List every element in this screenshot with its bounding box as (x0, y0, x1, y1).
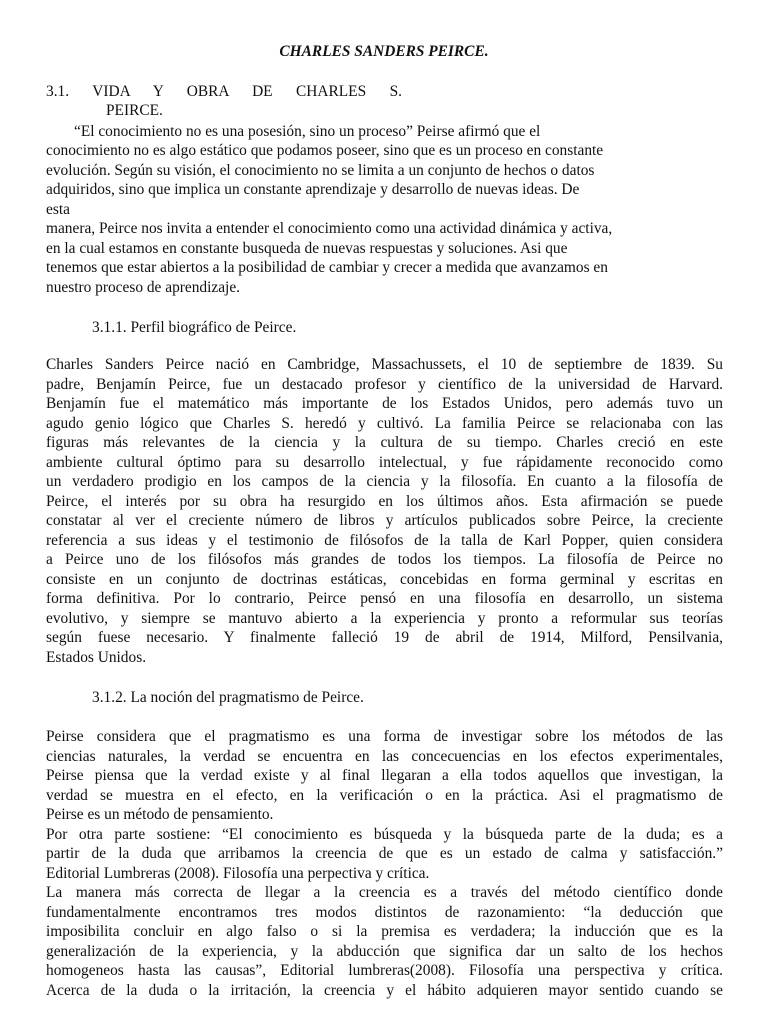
paragraph-line: Peirce, el interés por su obra ha resurgido en los últimos años. Esta afirmación se puede (46, 493, 723, 510)
paragraph-line: a Peirce uno de los filósofos más grandes de todos los tiempos. La filosofía de Peirce no (46, 551, 723, 568)
paragraph-line: según fuese necesario. Y finalmente falleció 19 de abril de 1914, Milford, Pensilvania, (46, 629, 723, 646)
paragraph-line: verdad se muestra en el efecto, en la verificación o en la práctica. Asi el pragmatismo de (46, 787, 723, 804)
paragraph-line: Editorial Lumbreras (2008). Filosofía una perpectiva y crítica. (46, 865, 430, 882)
paragraph-line: figuras más relevantes de la ciencia y la cultura de su tiempo. Charles creció en este (46, 434, 723, 451)
paragraph-line: ciencias naturales, la verdad se encuentra en las concecuencias en los efectos experimentales, (46, 748, 723, 765)
paragraph-line: conocimiento no es algo estático que podamos poseer, sino que es un proceso en constante (46, 142, 604, 159)
paragraph-line: en la cual estamos en constante busqueda de nuevas respuestas y soluciones. Asi que (46, 240, 568, 257)
paragraph-line: Peirse piensa que la verdad existe y al final llegaran a ella todos aquellos que investigan, la (46, 767, 723, 784)
section-heading-3-1: 3.1. VIDA Y OBRA DE CHARLES S. (46, 83, 402, 100)
paragraph-line: un verdadero prodigio en los campos de la ciencia y la filosofía. En cuanto a la filosofía de (46, 473, 723, 490)
paragraph-line: La manera más correcta de llegar a la creencia es a través del método científico donde (46, 884, 723, 901)
paragraph-line: Peirse considera que el pragmatismo es una forma de investigar sobre los métodos de las (46, 728, 723, 745)
page-title: CHARLES SANDERS PEIRCE. (279, 43, 489, 60)
paragraph-line: homogeneos hasta las causas”, Editorial lumbreras(2008). Filosofía una perspectiva y crítica. (46, 962, 723, 979)
section-heading-3-1-2: 3.1.2. La noción del pragmatismo de Peirce. (92, 689, 364, 706)
paragraph-line: tenemos que estar abiertos a la posibilidad de cambiar y crecer a medida que avanzamos en (46, 259, 608, 276)
paragraph-line: constatar al ver el creciente número de libros y artículos publicados sobre Peirce, la creciente (46, 512, 723, 529)
paragraph-line: Por otra parte sostiene: “El conocimiento es búsqueda y la búsqueda parte de la duda; es a (46, 826, 723, 843)
paragraph-line: partir de la duda que arribamos la creencia de que es un estado de calma y satisfacción.” (46, 845, 723, 862)
paragraph-line: Peirse es un método de pensamiento. (46, 806, 274, 823)
paragraph-line: forma definitiva. Por lo contrario, Peirce pensó en una filosofía en desarrollo, un sistema (46, 590, 723, 607)
paragraph-line: Charles Sanders Peirce nació en Cambridge, Massachussets, el 10 de septiembre de 1839. Su (46, 356, 723, 373)
section-heading-3-1-1: 3.1.1. Perfil biográfico de Peirce. (92, 319, 297, 336)
paragraph-line: Benjamín fue el matemático más importante de los Estados Unidos, pero además tuvo un (46, 395, 723, 412)
paragraph-line: imposibilita concluir en algo falso o si la premisa es verdadera; la inducción que es la (46, 923, 723, 940)
paragraph-line: consiste en un conjunto de doctrinas estáticas, concebidas en forma germinal y escritas en (46, 571, 723, 588)
paragraph-line: Acerca de la duda o la irritación, la creencia y el hábito adquieren mayor sentido cuando se (46, 982, 723, 999)
paragraph-line: “El conocimiento no es una posesión, sino un proceso” Peirse afirmó que el (74, 123, 541, 140)
paragraph-line: referencia a sus ideas y el testimonio de filósofos de la talla de Karl Popper, quien considera (46, 532, 723, 549)
paragraph-line: generalización de la experiencia, y la abducción que significa dar un salto de los hechos (46, 943, 723, 960)
paragraph-line: agudo genio lógico que Charles S. heredó y cultivó. La familia Peirce se relacionaba con las (46, 415, 723, 432)
paragraph-line: fundamentalmente encontramos tres modos distintos de razonamiento: “la deducción que (46, 904, 723, 921)
paragraph-line: manera, Peirce nos invita a entender el conocimiento como una actividad dinámica y activa, (46, 220, 613, 237)
paragraph-line: Estados Unidos. (46, 649, 147, 666)
paragraph-line: evolutivo, y siempre se mantuvo abierto a la experiencia y pronto a reformular sus teorías (46, 610, 723, 627)
paragraph-line: ambiente cultural óptimo para su desarrollo intelectual, y fue rápidamente reconocido como (46, 454, 723, 471)
paragraph-line: padre, Benjamín Peirce, fue un destacado profesor y científico de la universidad de Harvard. (46, 376, 723, 393)
paragraph-line: evolución. Según su visión, el conocimiento no se limita a un conjunto de hechos o datos (46, 162, 595, 179)
paragraph-line: nuestro proceso de aprendizaje. (46, 279, 241, 296)
paragraph-line: esta (46, 201, 70, 218)
paragraph-line: adquiridos, sino que implica un constante aprendizaje y desarrollo de nuevas ideas. De (46, 181, 580, 198)
section-heading-3-1-cont: PEIRCE. (106, 102, 163, 119)
